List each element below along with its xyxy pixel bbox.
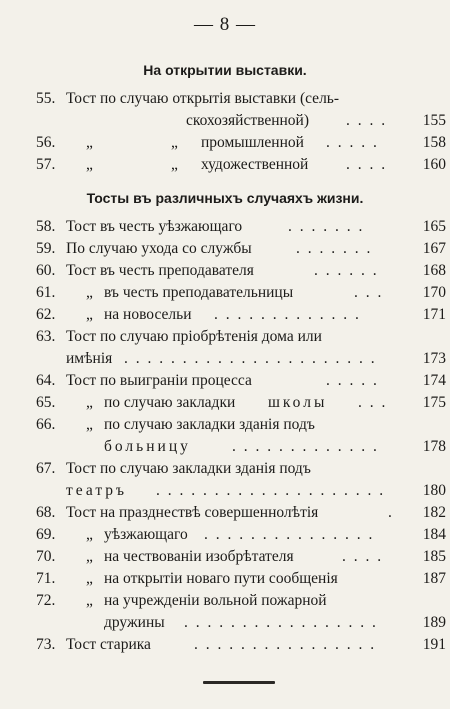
entry-title: Тост по случаю закладки зданія подъ	[66, 460, 311, 477]
entry-title-continued: театръ	[66, 482, 128, 499]
entry-title: на открытіи новаго пути сообщенія	[104, 570, 338, 587]
entry-page: 168	[422, 262, 446, 279]
entry-page: 187	[422, 570, 446, 587]
entry-number: 62.	[36, 306, 56, 323]
ditto-mark: „	[86, 134, 93, 151]
leader-dots: . . . . . . . . . . . . .	[232, 438, 379, 455]
entry-number: 57.	[36, 156, 56, 173]
toc-entry-56	[36, 132, 446, 154]
entry-title: на учрежденіи вольной пожарной	[104, 592, 327, 609]
entry-title: промышленной	[201, 134, 304, 151]
entry-number: 69.	[36, 526, 56, 543]
entry-number: 68.	[36, 504, 56, 521]
section-heading-exhibition: На открытии выставки.	[143, 62, 307, 78]
section-heading-occasions: Тосты въ различныхъ случаяхъ жизни.	[86, 190, 364, 206]
leader-dots: . . . . . . . . . . . . . . . .	[194, 636, 377, 653]
leader-dots: . . . . .	[326, 134, 379, 151]
entry-number: 70.	[36, 548, 56, 565]
entry-number: 60.	[36, 262, 56, 279]
entry-title: по случаю закладки зданія подъ	[104, 416, 315, 433]
entry-page: 170	[422, 284, 446, 301]
entry-title-continued: дружины	[104, 614, 165, 631]
ditto-mark: „	[86, 416, 93, 433]
entry-title: по случаю закладки	[104, 394, 236, 411]
entry-number: 55.	[36, 90, 56, 107]
toc-entry-71	[36, 568, 446, 590]
entry-page: 171	[422, 306, 446, 323]
entry-title-continued: имѣнія	[66, 350, 113, 367]
entry-title: Тост въ честь уѣзжающаго	[66, 218, 243, 235]
ditto-mark: „	[86, 526, 93, 543]
entry-page: 155	[422, 112, 446, 129]
leader-dots: . . . . .	[326, 372, 379, 389]
ditto-mark: „	[86, 548, 93, 565]
leader-dots: . . . .	[346, 156, 388, 173]
entry-title-emphasis: школы	[268, 394, 328, 411]
leader-dots: . . . . . . . . . . . . . . .	[204, 526, 375, 543]
leader-dots: . . . . . . . . . . . . . . . . . . . . . .	[124, 350, 377, 367]
entry-number: 71.	[36, 570, 56, 587]
entry-number: 63.	[36, 328, 56, 345]
ditto-mark: „	[86, 156, 93, 173]
entry-page: 191	[422, 636, 446, 653]
leader-dots: . . .	[354, 284, 384, 301]
toc-entry-69	[36, 524, 446, 546]
entry-page: 173	[422, 350, 446, 367]
entry-page: 184	[422, 526, 446, 543]
entry-title: Тост въ честь преподавателя	[66, 262, 254, 279]
ditto-mark: „	[86, 306, 93, 323]
toc-entry-73	[36, 634, 446, 656]
entry-number: 58.	[36, 218, 56, 235]
leader-dots: . . . .	[346, 112, 388, 129]
leader-dots: . . .	[358, 394, 388, 411]
ditto-mark: „	[171, 156, 178, 173]
entry-page: 167	[422, 240, 446, 257]
ditto-mark: „	[86, 284, 93, 301]
entry-page: 189	[422, 614, 446, 631]
entry-title: Тост на празднествѣ совершеннолѣтія	[66, 504, 319, 521]
entry-number: 64.	[36, 372, 56, 389]
entry-title: Тост по выиграніи процесса	[66, 372, 252, 389]
toc-entry-68	[36, 502, 446, 524]
entry-title: Тост по случаю открытія выставки (сель-	[66, 90, 340, 107]
leader-dots: . . . . . . .	[288, 218, 365, 235]
ditto-mark: „	[86, 592, 93, 609]
leader-dots: . . . . . . . . . . . . .	[214, 306, 361, 323]
toc-entry-61	[36, 282, 446, 304]
toc-entry-64	[36, 370, 446, 392]
leader-dots: . . . .	[342, 548, 384, 565]
entry-page: 175	[422, 394, 446, 411]
leader-dots: .	[388, 504, 394, 521]
entry-number: 66.	[36, 416, 56, 433]
ditto-mark: „	[171, 134, 178, 151]
entry-title: на новосельи	[104, 306, 192, 323]
entry-number: 72.	[36, 592, 56, 609]
ditto-mark: „	[86, 394, 93, 411]
entry-number: 59.	[36, 240, 56, 257]
entry-number: 67.	[36, 460, 56, 477]
entry-page: 174	[422, 372, 446, 389]
toc-entry-70	[36, 546, 446, 568]
entry-page: 180	[422, 482, 446, 499]
leader-dots: . . . . . .	[314, 262, 379, 279]
entry-page: 185	[422, 548, 446, 565]
entry-title-continued: скохозяйственной)	[186, 112, 310, 129]
entry-number: 56.	[36, 134, 56, 151]
toc-entry-58	[36, 216, 446, 238]
entry-page: 165	[422, 218, 446, 235]
entry-title: на чествованіи изобрѣтателя	[104, 548, 294, 565]
entry-title: художественной	[201, 156, 309, 173]
toc-entry-62	[36, 304, 446, 326]
closing-rule	[203, 681, 275, 684]
toc-entry-59	[36, 238, 446, 260]
entry-page: 160	[422, 156, 446, 173]
ditto-mark: „	[86, 570, 93, 587]
entry-title-continued: больницу	[104, 438, 191, 455]
leader-dots: . . . . . . .	[296, 240, 373, 257]
entry-number: 73.	[36, 636, 56, 653]
entry-title: Тост по случаю пріобрѣтенія дома или	[66, 328, 322, 345]
leader-dots: . . . . . . . . . . . . . . . . . . . .	[156, 482, 386, 499]
entry-page: 182	[422, 504, 446, 521]
entry-number: 65.	[36, 394, 56, 411]
entry-title: въ честь преподавательницы	[104, 284, 294, 301]
leader-dots: . . . . . . . . . . . . . . . . .	[184, 614, 378, 631]
entry-title: По случаю ухода со службы	[66, 240, 252, 257]
toc-entry-65	[36, 392, 446, 414]
entry-number: 61.	[36, 284, 56, 301]
entry-title: уѣзжающаго	[104, 526, 188, 543]
toc-entry-60	[36, 260, 446, 282]
toc-entry-57	[36, 154, 446, 176]
entry-title: Тост старика	[66, 636, 151, 653]
page-number: — 8 —	[194, 14, 256, 35]
entry-page: 158	[422, 134, 446, 151]
entry-page: 178	[422, 438, 446, 455]
